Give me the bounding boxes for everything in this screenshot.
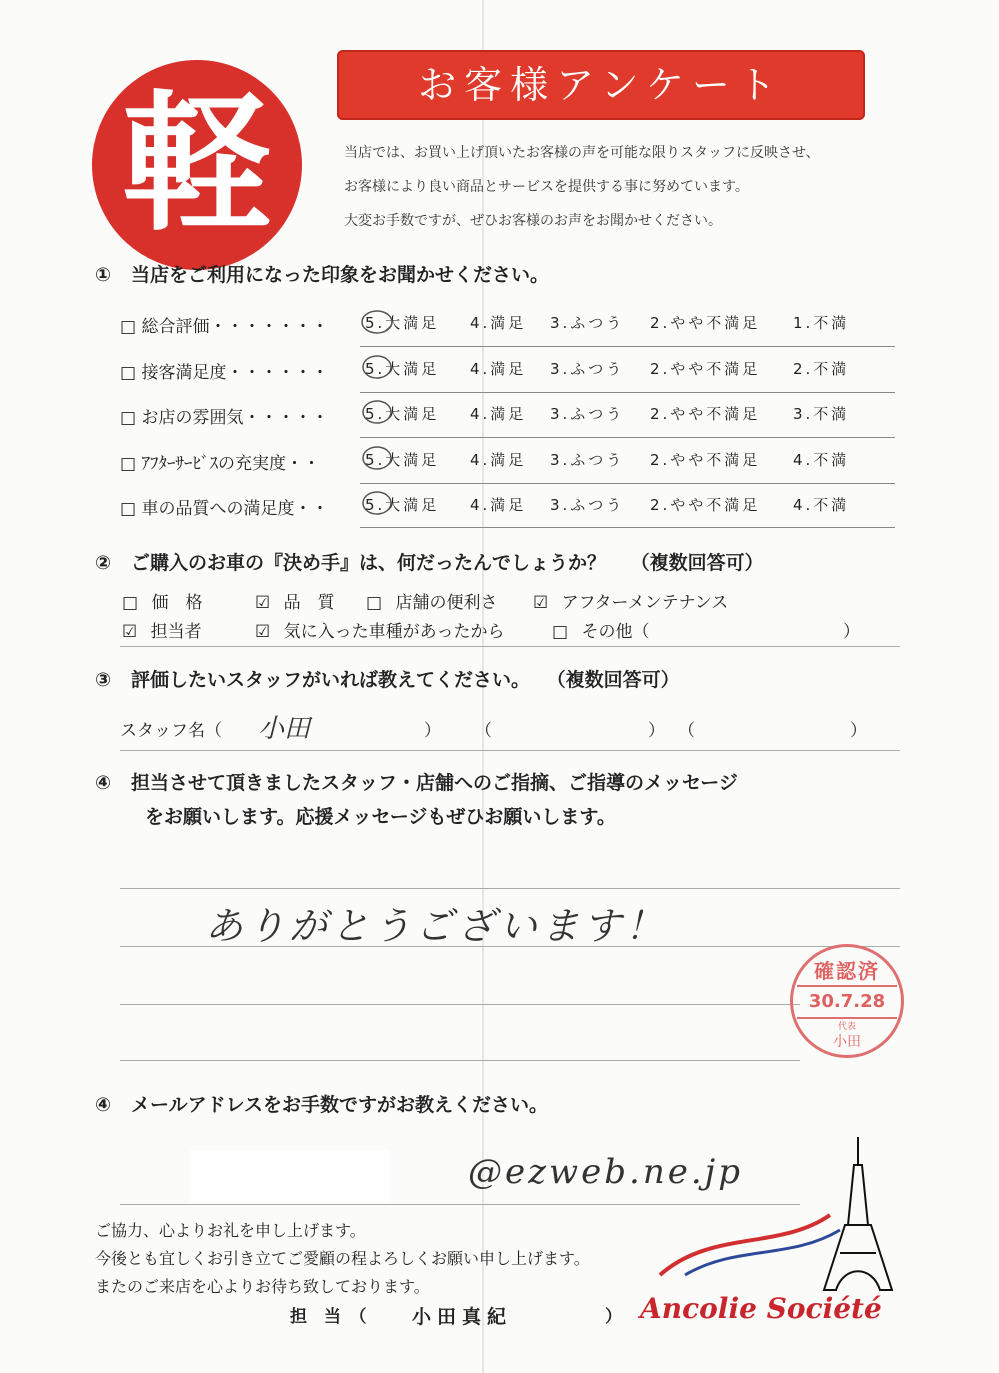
q4-heading bbox=[95, 768, 738, 795]
tanto-close: ） bbox=[605, 1307, 622, 1327]
option-4[interactable]: 4.満足 bbox=[470, 405, 527, 423]
option-3[interactable]: 3.ふつう bbox=[550, 360, 625, 378]
option-3[interactable]: 3.ふつう bbox=[550, 405, 625, 423]
checkbox-favorite-model[interactable]: ☑ 気に入った車種があったから bbox=[255, 622, 505, 642]
checkbox-quality[interactable]: ☑ 品 質 bbox=[255, 593, 335, 613]
option-4[interactable]: 4.満足 bbox=[470, 451, 527, 469]
paren-open: （ bbox=[475, 721, 492, 741]
paren-close: ） bbox=[648, 721, 665, 741]
choice-label: 価 格 bbox=[151, 593, 203, 613]
q1-heading bbox=[95, 260, 549, 287]
checkbox-other[interactable]: □ その他（ bbox=[552, 622, 650, 642]
rating-label: □ ｱﾌﾀｰｻｰﾋﾞｽの充実度・・ bbox=[120, 454, 320, 474]
checkbox-convenience[interactable]: □ 店舗の便利さ bbox=[366, 593, 498, 613]
choice-label: 店舗の便利さ bbox=[395, 593, 498, 613]
option-1[interactable]: 4.不満 bbox=[793, 496, 850, 514]
rating-row-overall[interactable] bbox=[120, 306, 900, 342]
q2-text: ご購入のお車の『決め手』は、何だったんでしょうか？ bbox=[131, 552, 607, 574]
option-2[interactable]: 2.やや不満足 bbox=[650, 496, 761, 514]
email-domain-handwritten[interactable]: @ezweb.ne.jp bbox=[468, 1152, 743, 1192]
stamp-date: 30.7.28 bbox=[808, 991, 886, 1012]
checkbox-maintenance[interactable]: ☑ アフターメンテナンス bbox=[533, 593, 729, 613]
option-2[interactable]: 2.やや不満足 bbox=[650, 360, 761, 378]
staff-name-label: スタッフ名（ bbox=[120, 721, 222, 741]
option-3[interactable]: 3.ふつう bbox=[550, 496, 625, 514]
choice-label: アフターメンテナンス bbox=[561, 593, 729, 613]
q3-note: （複数回答可） bbox=[546, 669, 680, 691]
choice-label: 担当者 bbox=[150, 622, 202, 642]
option-3[interactable]: 3.ふつう bbox=[550, 314, 625, 332]
eiffel-tower-logo bbox=[640, 1135, 900, 1300]
option-5[interactable]: 5.大満足 bbox=[365, 360, 440, 378]
rating-label: □ お店の雰囲気・・・・・ bbox=[120, 408, 329, 428]
q1-number: ① bbox=[95, 264, 112, 286]
intro-line-1: 当店では、お買い上げ頂いたお客様の声を可能な限りスタッフに反映させ、 bbox=[344, 145, 820, 161]
option-1[interactable]: 2.不満 bbox=[793, 360, 850, 378]
paren-close: ） bbox=[850, 721, 867, 741]
option-5[interactable]: 5.大満足 bbox=[365, 451, 440, 469]
paren-open: （ bbox=[678, 721, 695, 741]
q3-number: ③ bbox=[95, 669, 112, 691]
q2-note: （複数回答可） bbox=[630, 552, 764, 574]
row-divider bbox=[360, 437, 895, 438]
circle-mark bbox=[363, 447, 391, 469]
q5-text: メールアドレスをお手数ですがお教えください。 bbox=[131, 1094, 549, 1116]
rating-label: □ 総合評価・・・・・・・ bbox=[120, 317, 329, 337]
stamp-role: 代表 bbox=[837, 1022, 856, 1032]
option-4[interactable]: 4.満足 bbox=[470, 360, 527, 378]
q5-number: ④ bbox=[95, 1094, 112, 1116]
row-divider bbox=[360, 483, 895, 484]
option-1[interactable]: 1.不満 bbox=[793, 314, 850, 332]
staff-name-handwritten[interactable]: 小田 bbox=[258, 714, 311, 744]
rating-row-service[interactable] bbox=[120, 352, 900, 388]
footer-line-1: ご協力、心よりお礼を申し上げます。 bbox=[95, 1221, 366, 1240]
circle-mark bbox=[362, 311, 392, 333]
footer-line-3: またのご来店を心よりお待ち致しております。 bbox=[95, 1277, 430, 1296]
option-2[interactable]: 2.やや不満足 bbox=[650, 314, 761, 332]
intro-line-3: 大変お手数ですが、ぜひお客様のお声をお聞かせください。 bbox=[344, 213, 722, 229]
section-divider bbox=[120, 750, 900, 751]
circle-mark bbox=[363, 492, 391, 514]
circle-mark bbox=[363, 401, 391, 423]
footer-line-2: 今後とも宜しくお引き立てご愛顧の程よろしくお願い申し上げます。 bbox=[95, 1249, 590, 1268]
q2-number: ② bbox=[95, 552, 112, 574]
checkbox-price[interactable]: □ 価 格 bbox=[122, 593, 203, 613]
row-divider bbox=[360, 346, 895, 347]
other-close-paren: ） bbox=[843, 622, 860, 642]
tanto-name: 小田真紀 bbox=[412, 1306, 513, 1328]
q2-heading bbox=[95, 548, 764, 575]
row-divider bbox=[360, 392, 895, 393]
option-4[interactable]: 4.満足 bbox=[470, 496, 527, 514]
tower-upper bbox=[848, 1165, 868, 1225]
message-line bbox=[120, 888, 900, 889]
q4-number: ④ bbox=[95, 772, 112, 794]
rating-label: □ 接客満足度・・・・・・ bbox=[120, 363, 329, 383]
q5-heading bbox=[95, 1090, 548, 1117]
message-line bbox=[120, 1060, 800, 1061]
redacted-area bbox=[190, 1150, 390, 1202]
handwritten-circles bbox=[355, 300, 405, 530]
rating-row-after-service[interactable] bbox=[120, 443, 900, 479]
section-divider bbox=[120, 646, 900, 647]
option-2[interactable]: 2.やや不満足 bbox=[650, 451, 761, 469]
option-4[interactable]: 4.満足 bbox=[470, 314, 527, 332]
intro-line-2: お客様により良い商品とサービスを提供する事に努めています。 bbox=[344, 179, 749, 195]
option-5[interactable]: 5.大満足 bbox=[365, 405, 440, 423]
title-banner bbox=[337, 50, 865, 120]
choice-label: 気に入った車種があったから bbox=[283, 622, 505, 642]
option-5[interactable]: 5.大満足 bbox=[365, 496, 440, 514]
logo bbox=[92, 60, 302, 270]
choice-label: その他（ bbox=[581, 622, 650, 642]
circle-mark bbox=[363, 356, 391, 378]
option-1[interactable]: 4.不満 bbox=[793, 451, 850, 469]
option-3[interactable]: 3.ふつう bbox=[550, 451, 625, 469]
rating-row-atmosphere[interactable] bbox=[120, 397, 900, 433]
option-2[interactable]: 2.やや不満足 bbox=[650, 405, 761, 423]
tanto-label: 担 当 （ bbox=[290, 1307, 367, 1327]
q1-text: 当店をご利用になった印象をお聞かせください。 bbox=[131, 264, 550, 286]
q3-text: 評価したいスタッフがいれば教えてください。 bbox=[131, 669, 531, 691]
stamp-divider bbox=[797, 985, 897, 987]
brand-name: Ancolie Société bbox=[640, 1292, 882, 1325]
stamp-name: 小田 bbox=[833, 1034, 861, 1050]
message-line bbox=[120, 1004, 800, 1005]
paren-close: ） bbox=[424, 721, 441, 741]
approval-stamp bbox=[790, 944, 904, 1058]
q3-heading bbox=[95, 665, 680, 692]
page-title: お客様アンケート bbox=[418, 63, 784, 107]
message-handwritten[interactable]: ありがとうございます！ bbox=[205, 904, 668, 948]
choice-label: 品 質 bbox=[283, 593, 335, 613]
row-divider bbox=[360, 527, 895, 528]
rating-row-quality[interactable] bbox=[120, 488, 900, 524]
q4-text-line1: 担当させて頂きましたスタッフ・店舗へのご指摘、ご指導のメッセージ bbox=[131, 772, 738, 794]
checkbox-staff[interactable]: ☑ 担当者 bbox=[122, 622, 202, 642]
option-5[interactable]: 5.大満足 bbox=[365, 314, 440, 332]
stamp-confirmed: 確認済 bbox=[814, 959, 880, 983]
logo-char: 軽 bbox=[121, 78, 272, 252]
q4-heading-line2: をお願いします。応援メッセージもぜひお願いします。 bbox=[145, 806, 616, 828]
rating-label: □ 車の品質への満足度・・ bbox=[120, 499, 329, 519]
option-1[interactable]: 3.不満 bbox=[793, 405, 850, 423]
